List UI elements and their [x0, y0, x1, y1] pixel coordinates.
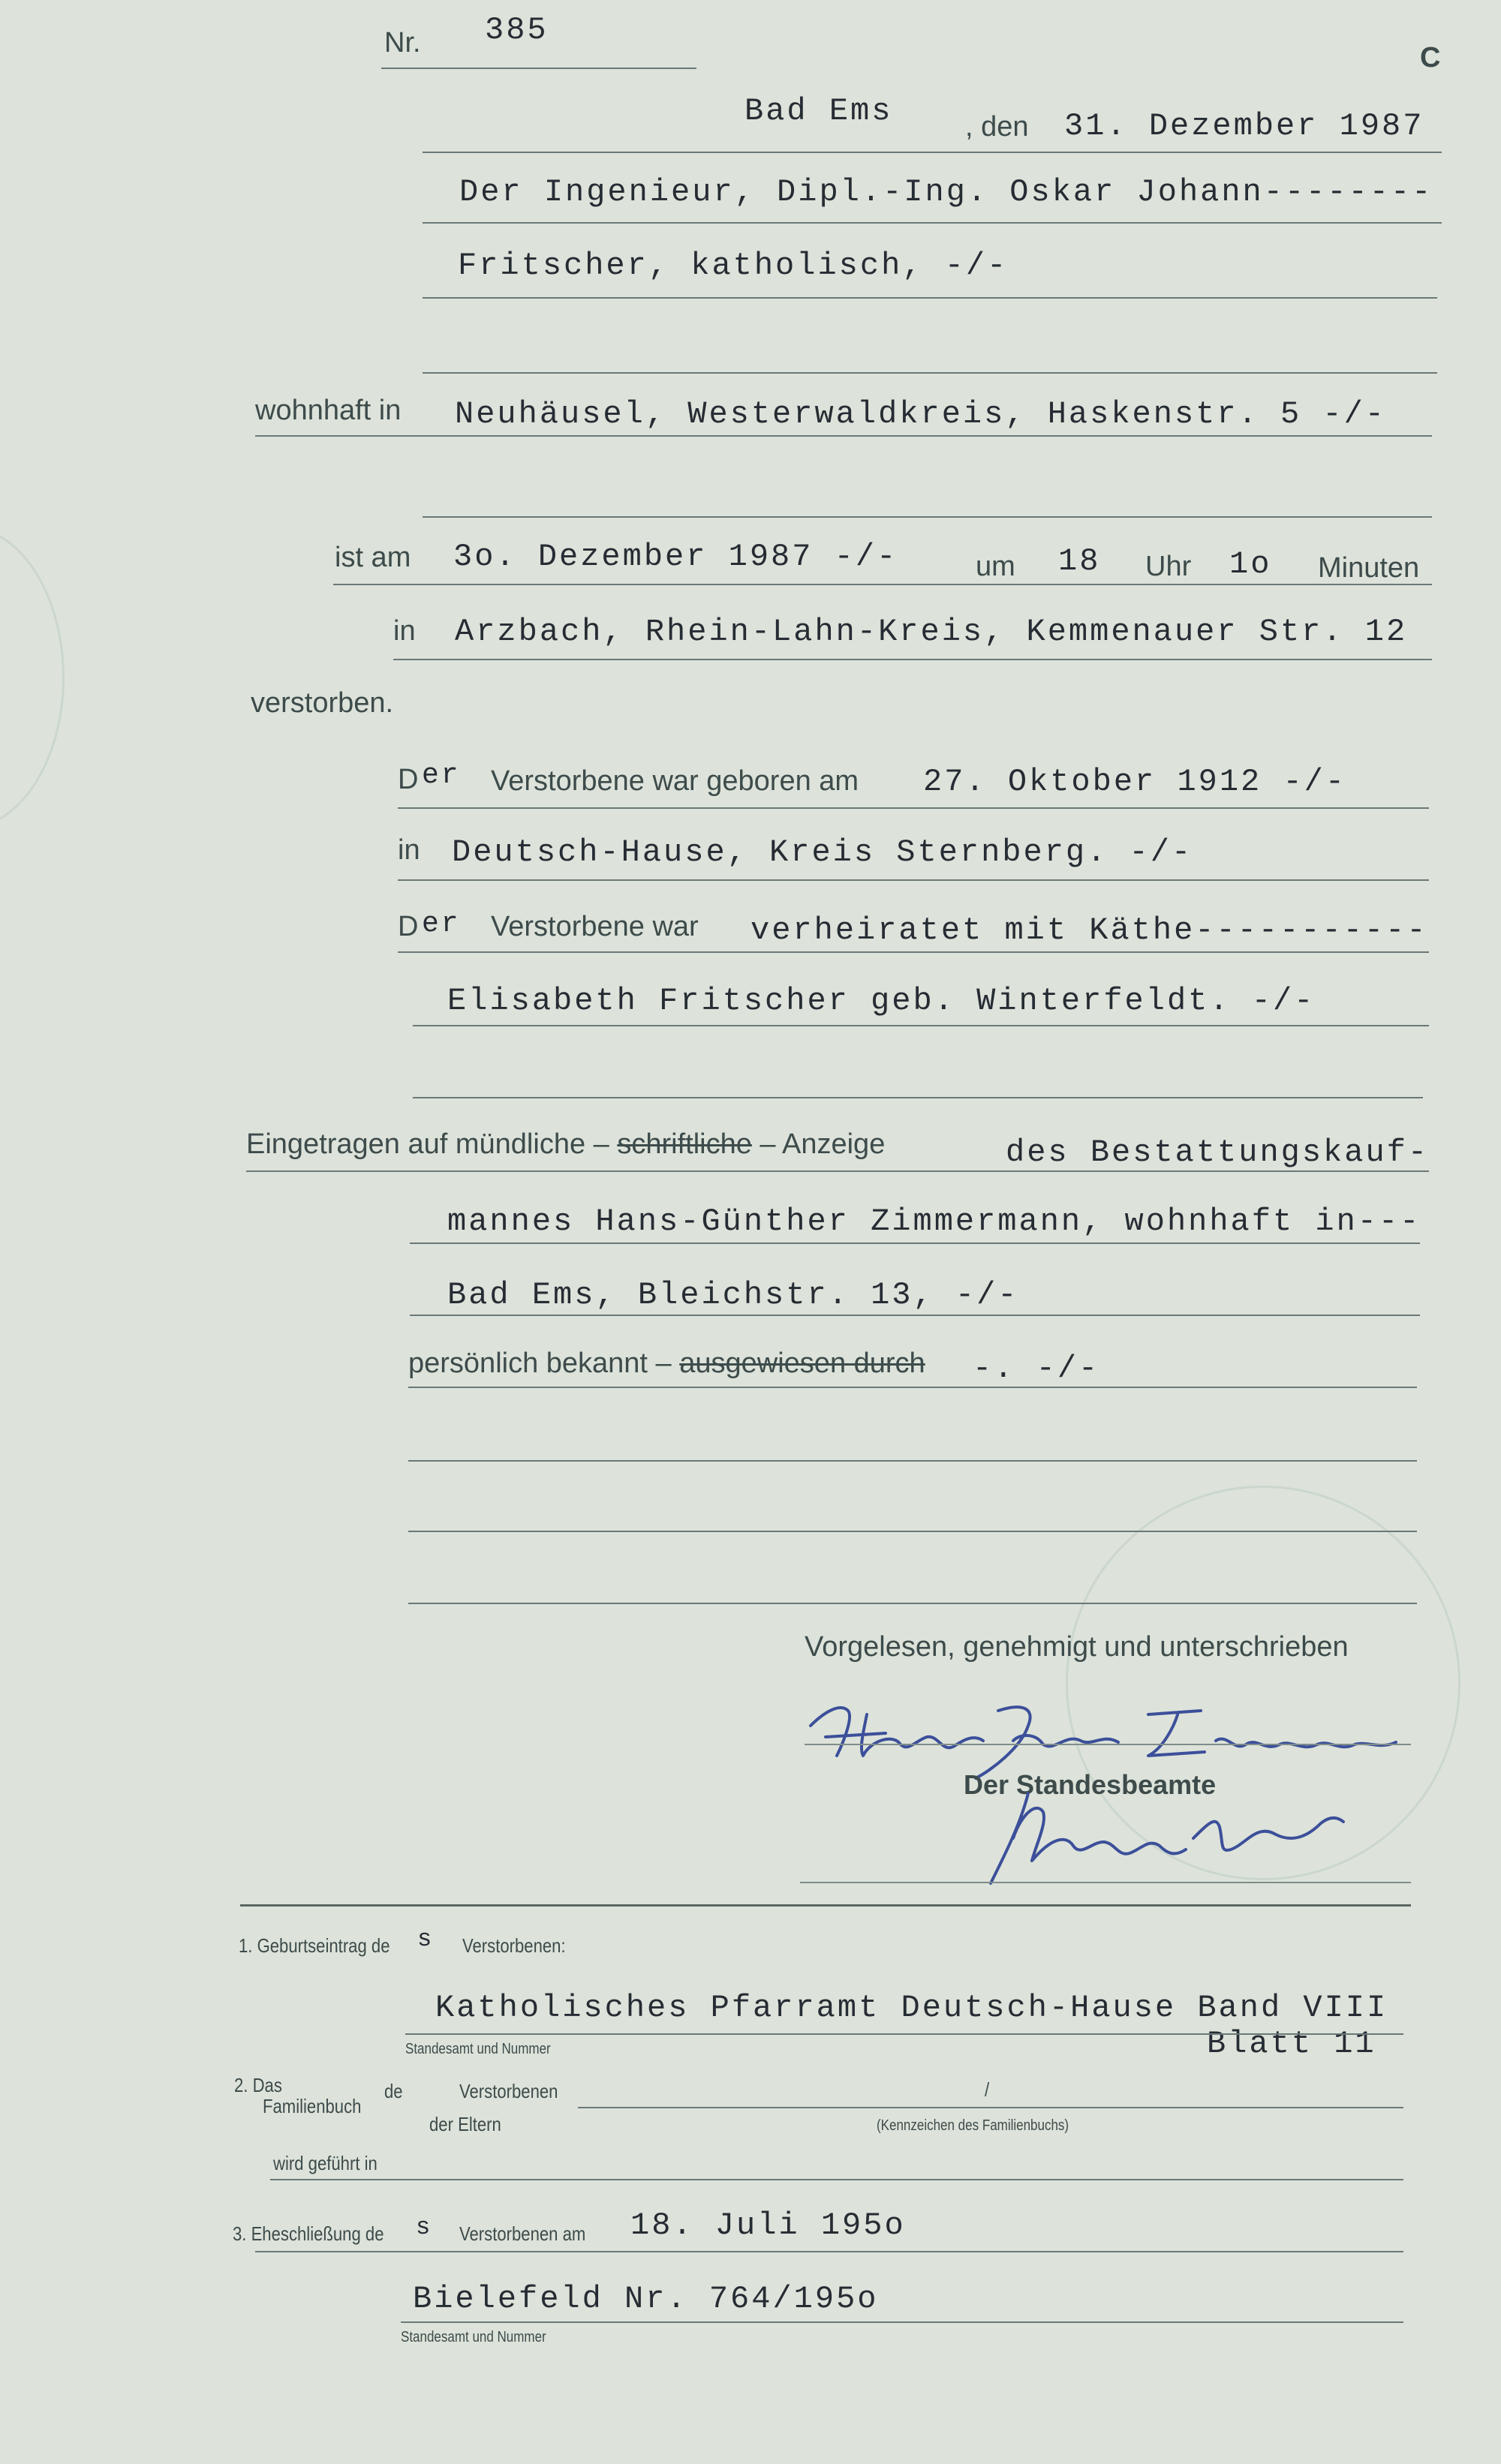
- known-label: [408, 1348, 925, 1380]
- rule: [408, 1531, 1417, 1532]
- form-letter: C: [1420, 42, 1441, 74]
- marriage-entry-date: 18. Juli 195o: [630, 2207, 906, 2243]
- birth-entry-value2: Blatt 11: [1207, 2026, 1376, 2062]
- death-date-label: ist am: [335, 542, 411, 573]
- birth-label: Verstorbene war geboren am: [491, 765, 859, 797]
- rule: [405, 2033, 1403, 2035]
- birth-entry-label: 1. Geburtseintrag de: [239, 1934, 390, 1957]
- marriage-entry-label: 3. Eheschließung de: [233, 2222, 384, 2245]
- marriage-label: Verstorbene war: [491, 911, 699, 942]
- family-book-label-a: 2. Das: [234, 2074, 282, 2096]
- family-book-verstorbenen: Verstorbenen: [459, 2080, 558, 2102]
- rule: [381, 68, 696, 69]
- family-book-de: de: [384, 2080, 403, 2102]
- family-book-caption: (Kennzeichen des Familienbuchs): [877, 2117, 1069, 2134]
- rule: [270, 2179, 1403, 2180]
- birth-place-label: in: [398, 834, 420, 866]
- rule: [255, 2251, 1403, 2252]
- report-label-part1: Eingetragen auf mündliche –: [246, 1128, 609, 1160]
- rule: [805, 1744, 1411, 1745]
- deceased-name-line2: Fritscher, katholisch, -/-: [458, 248, 1009, 284]
- known-label-text: persönlich bekannt –: [408, 1348, 672, 1379]
- death-date: 3o. Dezember 1987 -/-: [453, 539, 898, 575]
- um-label: um: [976, 551, 1015, 582]
- report-label-part2: – Anzeige: [760, 1128, 886, 1160]
- marriage-gender-suffix: er: [422, 908, 461, 940]
- uhr-label: Uhr: [1145, 551, 1192, 582]
- section-separator: [240, 1904, 1411, 1907]
- birth-d-label: D: [398, 764, 419, 795]
- family-book-wird: wird geführt in: [273, 2152, 378, 2174]
- report-line1: des Bestattungskauf-: [1006, 1134, 1430, 1170]
- rule: [423, 372, 1437, 374]
- family-book-eltern: der Eltern: [429, 2113, 501, 2135]
- report-label-struck: schriftliche: [617, 1128, 752, 1160]
- den-label: , den: [965, 111, 1029, 143]
- rule: [423, 516, 1432, 518]
- verstorben-label: verstorben.: [251, 687, 394, 719]
- marriage-line1: verheiratet mit Käthe-----------: [750, 912, 1428, 948]
- rule: [423, 297, 1437, 299]
- known-label-struck: ausgewiesen durch: [679, 1348, 925, 1379]
- report-label: [246, 1128, 885, 1161]
- read-approved-label: Vorgelesen, genehmigt und unterschrieben: [805, 1631, 1349, 1663]
- rule: [413, 1097, 1423, 1098]
- rule: [255, 435, 1432, 437]
- rule: [393, 659, 1432, 660]
- rule: [413, 1025, 1429, 1026]
- official-label: Der Standesbeamte: [964, 1769, 1217, 1800]
- rule: [410, 1243, 1420, 1244]
- rule: [401, 2321, 1403, 2323]
- marriage-entry-s: s: [416, 2213, 433, 2241]
- rule: [398, 951, 1429, 953]
- rule: [246, 1170, 1429, 1172]
- residence-value: Neuhäusel, Westerwaldkreis, Haskenstr. 5 -/-: [455, 396, 1386, 432]
- marriage-entry-caption: Standesamt und Nummer: [401, 2329, 546, 2345]
- birth-entry-suffix: Verstorbenen:: [462, 1934, 566, 1957]
- rule: [398, 807, 1429, 809]
- family-book-slash: /: [985, 2078, 990, 2101]
- death-place-label: in: [393, 615, 416, 647]
- rule: [408, 1387, 1417, 1388]
- marriage-line2: Elisabeth Fritscher geb. Winterfeldt. -/-: [447, 983, 1316, 1019]
- rule: [408, 1460, 1417, 1462]
- rule: [398, 879, 1429, 881]
- rule: [578, 2107, 1403, 2108]
- birth-gender-suffix: er: [422, 759, 461, 792]
- residence-label: wohnhaft in: [255, 395, 402, 426]
- rule: [410, 1315, 1420, 1316]
- rule: [800, 1882, 1411, 1883]
- death-hour: 18: [1058, 543, 1101, 579]
- known-typed: -. -/-: [973, 1351, 1100, 1387]
- deceased-name-line1: Der Ingenieur, Dipl.-Ing. Oskar Johann--------: [459, 174, 1433, 210]
- marriage-d-label: D: [398, 911, 419, 942]
- rule: [423, 152, 1442, 153]
- birth-date: 27. Oktober 1912 -/-: [923, 764, 1347, 800]
- birth-entry-s: s: [417, 1925, 435, 1953]
- report-line3: Bad Ems, Bleichstr. 13, -/-: [447, 1277, 1019, 1313]
- rule: [408, 1603, 1417, 1604]
- marriage-entry-suffix: Verstorbenen am: [459, 2222, 586, 2245]
- official-signature: [961, 1771, 1351, 1891]
- record-number: 385: [485, 12, 549, 48]
- family-book-label-b: Familienbuch: [263, 2095, 362, 2117]
- rule: [333, 584, 1432, 585]
- place-of-registration: Bad Ems: [744, 93, 893, 129]
- background-stamp: [0, 525, 65, 830]
- rule: [423, 222, 1442, 224]
- minuten-label: Minuten: [1318, 552, 1420, 584]
- death-minute: 1o: [1229, 546, 1272, 582]
- birth-place: Deutsch-Hause, Kreis Sternberg. -/-: [452, 834, 1193, 870]
- registration-date: 31. Dezember 1987: [1064, 108, 1424, 144]
- death-place: Arzbach, Rhein-Lahn-Kreis, Kemmenauer Str. 12: [455, 614, 1408, 650]
- marriage-entry-value: Bielefeld Nr. 764/195o: [413, 2281, 879, 2317]
- birth-entry-value: Katholisches Pfarramt Deutsch-Hause Band VIII: [435, 1990, 1388, 2026]
- nr-label: Nr.: [384, 27, 421, 59]
- birth-entry-caption: Standesamt und Nummer: [405, 2041, 551, 2057]
- report-line2: mannes Hans-Günther Zimmermann, wohnhaft in---: [447, 1203, 1421, 1240]
